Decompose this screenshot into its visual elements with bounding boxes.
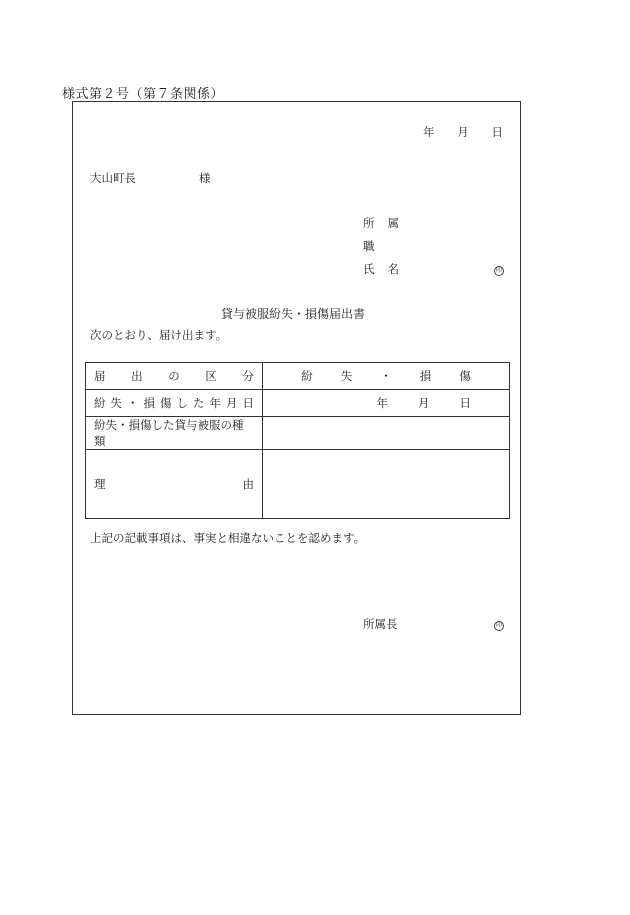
chief-label: 所属長: [363, 617, 398, 631]
reason-value: [263, 450, 510, 519]
year-label: 年: [423, 125, 435, 139]
report-type-label: 届 出 の 区 分: [86, 363, 263, 390]
certification-text: 上記の記載事項は、事実と相違ないことを認めます。: [90, 531, 366, 545]
position-label: 職: [363, 239, 375, 253]
form-frame: [72, 101, 521, 715]
addressee-honorific: 様: [199, 171, 211, 185]
table-row: [86, 390, 510, 417]
chief-seal-icon: 印: [495, 622, 502, 629]
intro-text: 次のとおり、届け出ます。: [90, 328, 228, 342]
applicant-seal-icon: 印: [495, 267, 502, 274]
uniform-type-label: 紛失・損傷した貸与被服の種類: [86, 417, 263, 450]
form-number-label: 様式第２号（第７条関係）: [62, 87, 225, 102]
date-line: [423, 124, 503, 140]
table-row: [86, 363, 510, 390]
addressee-name: 大山町長: [90, 171, 136, 185]
reason-label: 理 由: [86, 450, 263, 519]
report-table: [85, 362, 510, 519]
incident-date-value: 年 月 日: [263, 390, 510, 417]
name-label: 氏 名: [363, 262, 399, 276]
affiliation-label: 所 属: [363, 216, 399, 230]
table-row: [86, 450, 510, 519]
month-label: 月: [457, 125, 469, 139]
report-type-value: 紛 失 ・ 損 傷: [263, 363, 510, 390]
day-label: 日: [491, 125, 503, 139]
table-row: [86, 417, 510, 450]
incident-date-label: 紛 失 ・ 損 傷 し た 年 月 日: [86, 390, 263, 417]
document-title: 貸与被服紛失・損傷届出書: [221, 307, 366, 321]
uniform-type-value: [263, 417, 510, 450]
